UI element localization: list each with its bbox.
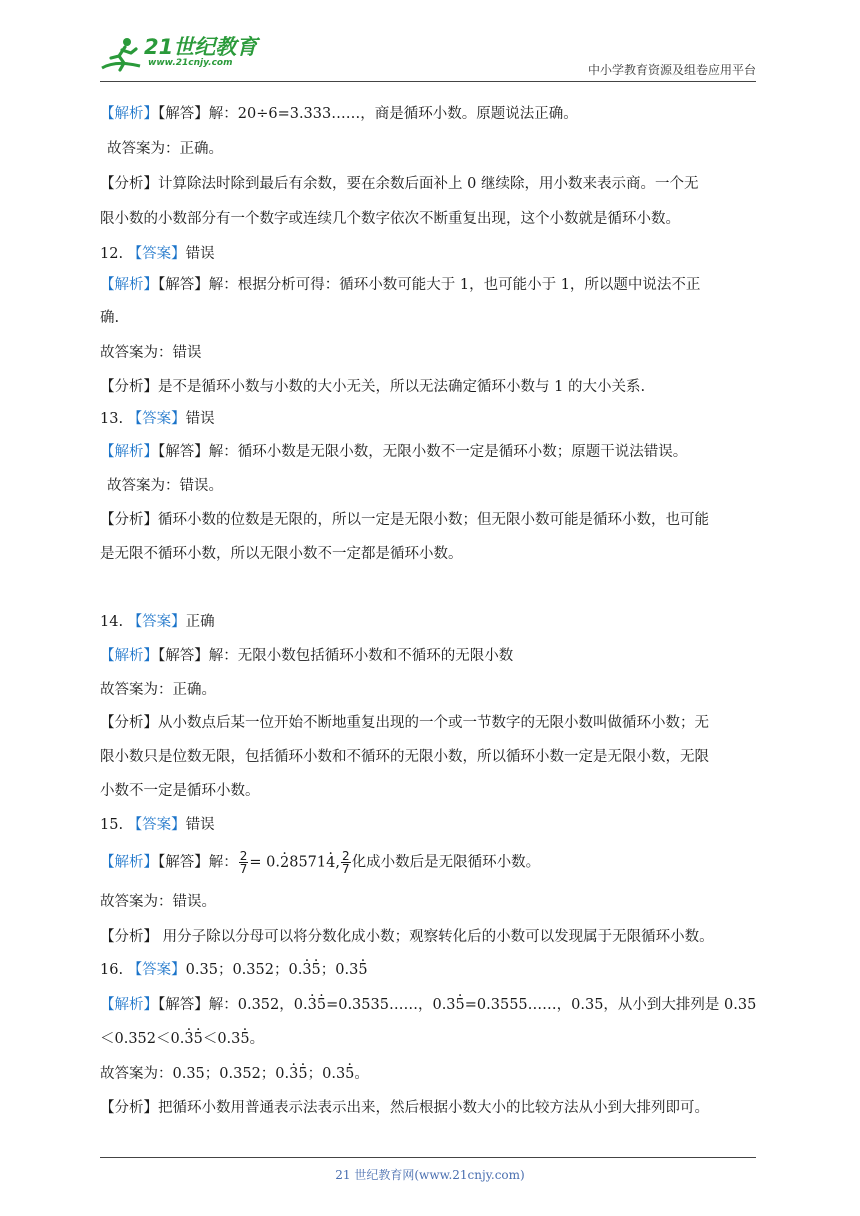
repeating-digit: · 3 [289, 1066, 298, 1082]
page-header [100, 28, 756, 80]
answer-value: 正确 [185, 614, 215, 630]
tag-jiexi: 【解析】 [100, 648, 158, 664]
q16-fenxi [100, 1098, 709, 1118]
tag-jieda: 【解答】 [158, 444, 209, 460]
tag-jieda: 【解答】 [158, 854, 209, 871]
fenxi-text: 计算除法时除到最后有余数，要在余数后面补上 0 继续除，用小数来表示商。一个无 [158, 176, 699, 192]
answer-value: 0.35；0.352；0. [185, 962, 303, 978]
q14-jiexi [100, 646, 513, 666]
repeating-digit: · 5 [312, 962, 321, 978]
platform-title: 中小学教育资源及组卷应用平台 [587, 63, 756, 77]
repeating-digit: · 4 [326, 855, 335, 871]
q13-jiexi [100, 442, 687, 462]
tag-fenxi: 【分析】 [100, 512, 158, 528]
tag-fenxi: 【分析】 [100, 379, 158, 395]
repeating-digit: · 5 [345, 1066, 354, 1082]
question-number: 12. [100, 246, 124, 262]
tag-jieda: 【解答】 [158, 106, 209, 122]
repeating-digit: · 3 [308, 997, 317, 1013]
header-divider [100, 81, 756, 82]
repeating-digit: · 5 [358, 962, 367, 978]
jiexi-text: 解：循环小数是无限小数，无限小数不一定是循环小数；原题干说法错误。 [208, 444, 688, 460]
equation-text: 8571 [289, 854, 327, 871]
answer-value: 错误 [185, 817, 215, 833]
repeating-digit: · 5 [240, 1031, 249, 1047]
q12-jiexi-line2: 确. [100, 310, 120, 326]
tag-jiexi: 【解析】 [100, 444, 158, 460]
tag-daan: 【答案】 [127, 614, 186, 630]
q13-answer [100, 409, 215, 429]
running-figure-icon [100, 36, 142, 74]
q16-conclusion [100, 1064, 369, 1084]
question-number: 15. [100, 817, 124, 833]
tag-jiexi: 【解析】 [100, 106, 158, 122]
q11-conclusion: 故答案为：正确。 [107, 141, 223, 157]
jiexi-text: 解：无限小数包括循环小数和不循环的无限小数 [208, 648, 514, 664]
answer-value: ；0.3 [320, 962, 359, 978]
q16-answer [100, 960, 368, 980]
tag-fenxi: 【分析】 [100, 176, 158, 192]
equation-text: = 0. [249, 854, 280, 871]
fraction-denominator: 7 [341, 862, 350, 876]
tag-fenxi: 【分析】 [100, 929, 158, 945]
q11-fenxi-line1 [100, 174, 698, 194]
comma: , [335, 854, 340, 871]
q14-conclusion: 故答案为：正确。 [100, 682, 216, 698]
q15-answer [100, 815, 215, 835]
fenxi-text: 用分子除以分母可以将分数化成小数；观察转化后的小数可以发现属于无限循环小数。 [158, 929, 714, 945]
tag-jieda: 【解答】 [158, 997, 209, 1013]
q14-fenxi-line2: 限小数只是位数无限，包括循环小数和不循环的无限小数，所以循环小数一定是无限小数，无限 [100, 749, 709, 765]
tag-daan: 【答案】 [127, 962, 186, 978]
repeating-digit: · 5 [194, 1031, 203, 1047]
fenxi-text: 循环小数的位数是无限的，所以一定是无限小数；但无限小数可能是循环小数，也可能 [158, 512, 709, 528]
conclusion-text: 。 [354, 1066, 369, 1082]
q15-fenxi [100, 927, 714, 947]
repeating-digit: · 5 [298, 1066, 307, 1082]
repeating-digit: · 5 [456, 997, 465, 1013]
jiexi-text: ＜0.3 [202, 1031, 241, 1047]
fraction-numerator: 2 [341, 849, 350, 863]
fraction-numerator: 2 [239, 849, 248, 863]
tag-fenxi: 【分析】 [100, 1100, 158, 1116]
tag-daan: 【答案】 [127, 411, 186, 427]
tag-jiexi: 【解析】 [100, 997, 158, 1013]
q13-fenxi-line2: 是无限不循环小数，所以无限小数不一定都是循环小数。 [100, 546, 463, 562]
fenxi-text: 从小数点后某一位开始不断地重复出现的一个或一节数字的无限小数叫做循环小数；无 [158, 715, 709, 731]
fraction-denominator: 7 [239, 862, 248, 876]
q12-jiexi-line1 [100, 275, 700, 295]
repeating-digit: · 3 [302, 962, 311, 978]
jiexi-text: 解：0.352，0. [208, 997, 308, 1013]
jiexi-text: =0.3535……，0.3 [326, 997, 456, 1013]
q16-jiexi-line2 [100, 1029, 264, 1049]
tag-jiexi: 【解析】 [100, 854, 158, 871]
site-logo [100, 36, 257, 74]
repeating-digit: · 3 [184, 1031, 193, 1047]
tag-daan: 【答案】 [127, 817, 186, 833]
logo-title: 21世纪教育 [144, 35, 258, 59]
logo-url: www.21cnjy.com [148, 58, 233, 68]
q14-answer [100, 612, 215, 632]
q15-conclusion: 故答案为：错误。 [100, 894, 216, 910]
fenxi-text: 把循环小数用普通表示法表示出来，然后根据小数大小的比较方法从小到大排列即可。 [158, 1100, 709, 1116]
jiexi-suffix: 化成小数后是无限循环小数。 [351, 854, 541, 871]
tag-fenxi: 【分析】 [100, 715, 158, 731]
conclusion-text: ；0.3 [307, 1066, 346, 1082]
jiexi-prefix: 解： [208, 854, 238, 871]
answer-value: 错误 [185, 411, 215, 427]
q12-answer [100, 244, 215, 264]
fenxi-text: 是不是循环小数与小数的大小无关，所以无法确定循环小数与 1 的大小关系. [158, 379, 646, 395]
jiexi-text: 解：根据分析可得：循环小数可能大于 1，也可能小于 1，所以题中说法不正 [208, 277, 701, 293]
jiexi-text: 。 [249, 1031, 265, 1047]
q12-fenxi [100, 377, 645, 397]
footer-divider [100, 1157, 756, 1158]
q11-fenxi-line2: 限小数的小数部分有一个数字或连续几个数字依次不断重复出现，这个小数就是循环小数。 [100, 211, 680, 227]
q13-conclusion: 故答案为：错误。 [107, 478, 223, 494]
footer-text: 21 世纪教育网(www.21cnjy.com) [335, 1168, 525, 1182]
q14-fenxi-line3: 小数不一定是循环小数。 [100, 783, 260, 799]
jiexi-text: 解：20÷6=3.333……，商是循环小数。原题说法正确。 [208, 106, 578, 122]
tag-jiexi: 【解析】 [100, 277, 158, 293]
jiexi-text: ＜0.352＜0. [100, 1031, 185, 1047]
q13-fenxi-line1 [100, 510, 709, 530]
q11-jiexi [100, 104, 578, 124]
fraction [239, 850, 249, 875]
question-number: 16. [100, 962, 124, 978]
question-number: 14. [100, 614, 124, 630]
q16-jiexi-line1 [100, 995, 756, 1015]
tag-jieda: 【解答】 [158, 277, 209, 293]
q12-conclusion: 故答案为：错误 [100, 345, 202, 361]
tag-jieda: 【解答】 [158, 648, 209, 664]
question-number: 13. [100, 411, 124, 427]
q14-fenxi-line1 [100, 713, 709, 733]
conclusion-text: 故答案为：0.35；0.352；0. [100, 1066, 290, 1082]
answer-value: 错误 [185, 246, 215, 262]
fraction [341, 850, 351, 875]
repeating-digit: · 2 [280, 855, 289, 871]
tag-daan: 【答案】 [127, 246, 186, 262]
q15-jiexi [100, 850, 540, 875]
jiexi-text: =0.3555……，0.35，从小到大排列是 0.35 [464, 997, 757, 1013]
repeating-digit: · 5 [317, 997, 326, 1013]
